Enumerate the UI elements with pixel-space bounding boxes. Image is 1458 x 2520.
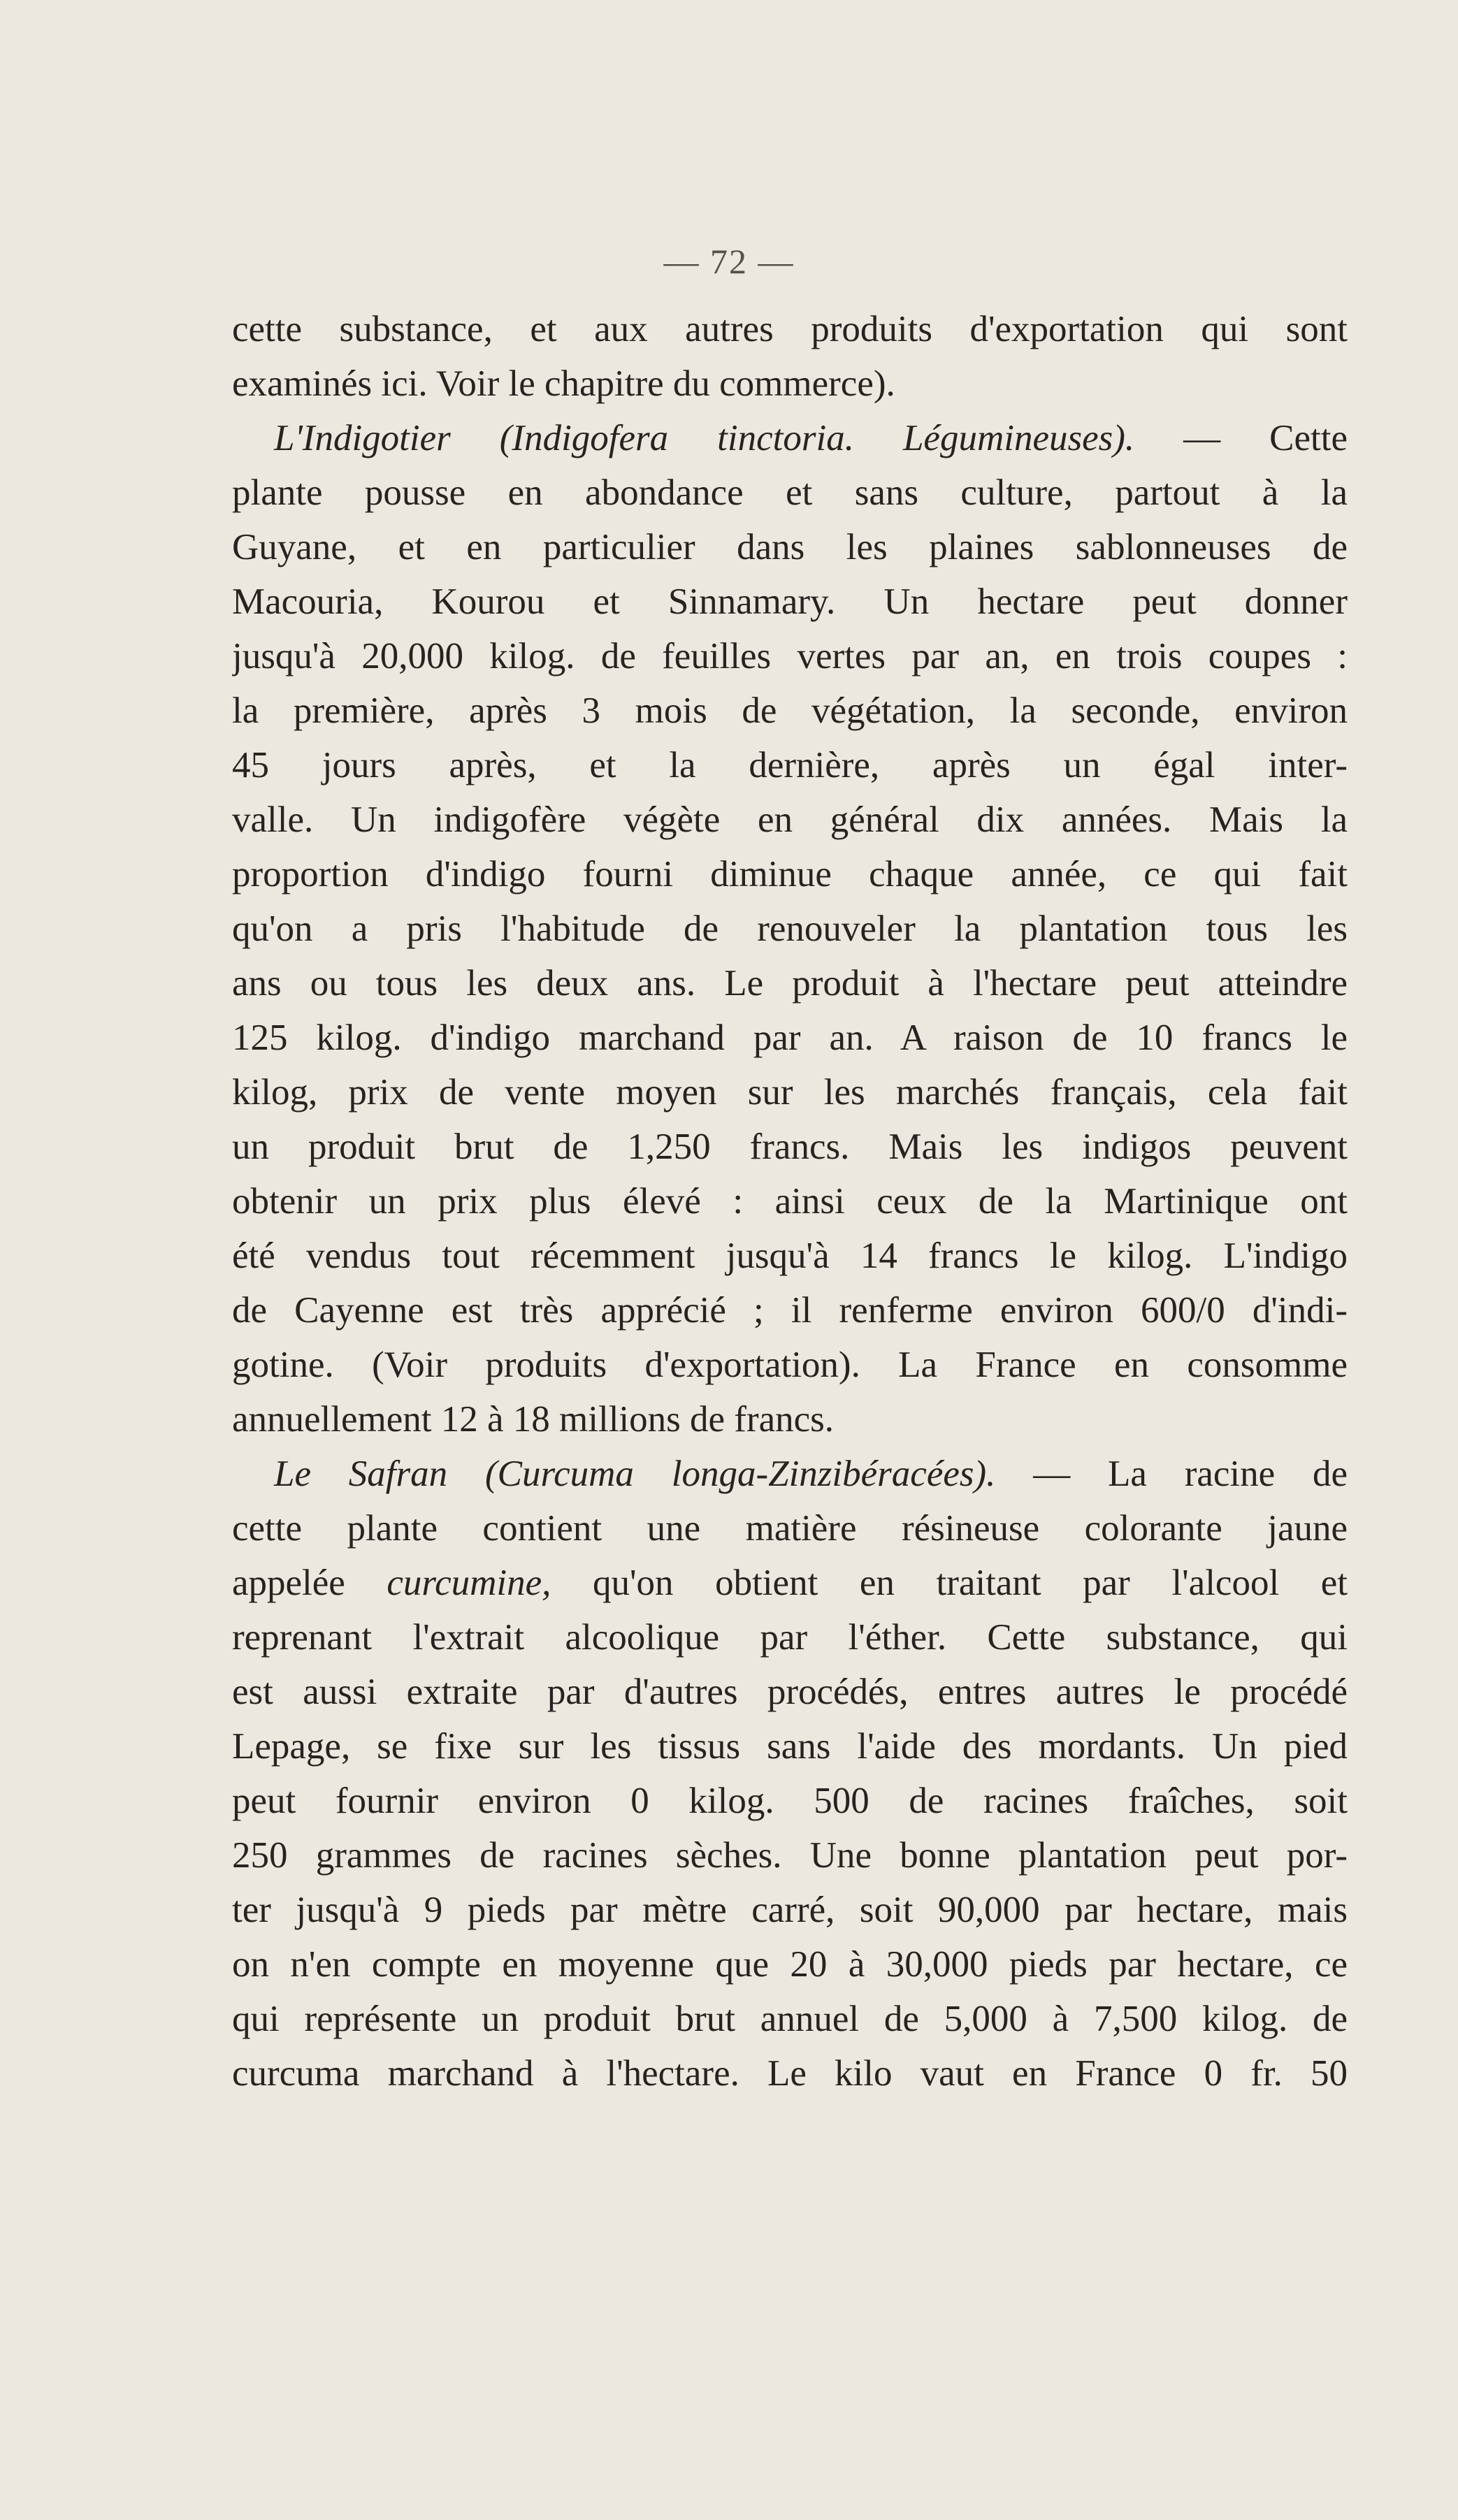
text-line: reprenant l'extrait alcoolique par l'éther. Cette substance, qui [232, 1617, 1348, 1658]
indigotier-title: L'Indigotier (Indigofera tinctoria. Légumineuses). [274, 418, 1135, 458]
text-line: Guyane, et en particulier dans les plaines sablonneuses de [232, 527, 1348, 567]
section-heading-indigotier [232, 411, 1348, 465]
text-line: examinés ici. Voir le chapitre du commerce). [232, 363, 895, 404]
text-line: on n'en compte en moyenne que 20 à 30,000 pieds par hectare, ce [232, 1944, 1348, 1985]
text-line: proportion d'indigo fourni diminue chaque année, ce qui fait [232, 854, 1348, 895]
text-line: la première, après 3 mois de végétation, la seconde, environ [232, 690, 1348, 731]
text-line: ans ou tous les deux ans. Le produit à l'hectare peut atteindre [232, 963, 1348, 1004]
text-line: un produit brut de 1,250 francs. Mais les indigos peuvent [232, 1127, 1348, 1167]
text-line: ter jusqu'à 9 pieds par mètre carré, soit 90,000 par hectare, mais [232, 1890, 1348, 1930]
text-line: 250 grammes de racines sèches. Une bonne plantation peut por- [232, 1835, 1348, 1876]
text-line: kilog, prix de vente moyen sur les marchés français, cela fait [232, 1072, 1348, 1113]
safran-title: Le Safran (Curcuma longa-Zinzibéracées). [274, 1454, 996, 1494]
text-span: — La racine de [1033, 1454, 1348, 1494]
page-number: — 72 — [663, 242, 795, 281]
text-line: Macouria, Kourou et Sinnamary. Un hectare peut donner [232, 581, 1348, 622]
text-line: curcuma marchand à l'hectare. Le kilo vaut en France 0 fr. 50 [232, 2053, 1348, 2094]
body-text [232, 302, 1348, 2101]
text-line: cette substance, et aux autres produits d'exportation qui sont [232, 309, 1348, 349]
text-line: plante pousse en abondance et sans culture, partout à la [232, 472, 1348, 513]
text-line: qui représente un produit brut annuel de 5,000 à 7,500 kilog. de [232, 1999, 1348, 2039]
text-line: cette plante contient une matière résineuse colorante jaune [232, 1508, 1348, 1549]
text-line: qu'on a pris l'habitude de renouveler la plantation tous les [232, 908, 1348, 949]
text-line: Lepage, se fixe sur les tissus sans l'aide des mordants. Un pied [232, 1726, 1348, 1767]
curcumine-term: curcumine, [387, 1563, 551, 1603]
text-line: jusqu'à 20,000 kilog. de feuilles vertes par an, en trois coupes : [232, 636, 1348, 676]
text-line: 45 jours après, et la dernière, après un égal inter- [232, 745, 1348, 785]
text-line: annuellement 12 à 18 millions de francs. [232, 1399, 835, 1440]
text-line: 125 kilog. d'indigo marchand par an. A raison de 10 francs le [232, 1018, 1348, 1058]
text-line: été vendus tout récemment jusqu'à 14 francs le kilog. L'indigo [232, 1236, 1348, 1276]
text-line: peut fournir environ 0 kilog. 500 de racines fraîches, soit [232, 1781, 1348, 1821]
section-heading-safran [232, 1447, 1348, 1501]
text-line: est aussi extraite par d'autres procédés, entres autres le procédé [232, 1672, 1348, 1712]
text-span: appelée [232, 1563, 345, 1603]
text-line: obtenir un prix plus élevé : ainsi ceux de la Martinique ont [232, 1181, 1348, 1222]
text-span: qu'on obtient en traitant par l'alcool et [592, 1563, 1348, 1603]
text-line: gotine. (Voir produits d'exportation). La France en consomme [232, 1345, 1348, 1385]
text-line-curcumine [232, 1556, 1348, 1610]
text-line: valle. Un indigofère végète en général dix années. Mais la [232, 799, 1348, 840]
text-line: de Cayenne est très apprécié ; il renferme environ 600/0 d'indi- [232, 1290, 1348, 1331]
text-span: — Cette [1183, 418, 1348, 458]
